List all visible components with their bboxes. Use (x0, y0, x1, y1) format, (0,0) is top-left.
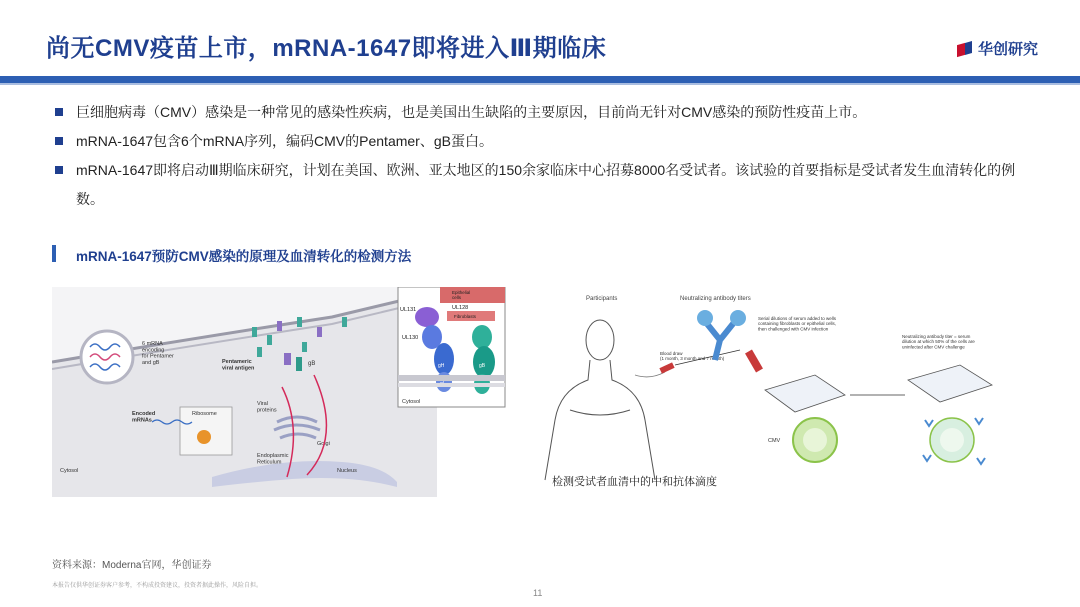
protected-cell-icon (923, 418, 985, 464)
header-rule (0, 76, 1080, 83)
logo-icon (957, 41, 973, 57)
logo-text: 华创研究 (977, 41, 1038, 58)
participants-label: Participants (586, 296, 618, 302)
gh-label: gH (438, 363, 445, 369)
section-marker (52, 245, 56, 262)
ribosome (197, 430, 211, 444)
bullet-item (52, 98, 1042, 127)
viral-proteins-label: Viral proteins (257, 401, 277, 414)
gb-label: gB (308, 361, 316, 367)
bullet-text: 巨细胞病毒（CMV）感染是一种常见的感染性疾病，也是美国出生缺陷的主要原因，目前尚无针对CMV感染的预防性疫苗上市。 (76, 104, 867, 120)
mechanism-figure (52, 287, 507, 497)
ul131-label: UL131 (400, 307, 417, 313)
bullet-square-icon (55, 108, 63, 116)
bullet-square-icon (55, 166, 63, 174)
pentameric-label: Pentameric viral antigen (222, 359, 255, 372)
well-plate-2 (908, 365, 992, 402)
page-number: 11 (533, 588, 543, 598)
golgi-label: Golgi (317, 441, 330, 447)
cmv-label: CMV (768, 438, 781, 444)
bullet-list (52, 98, 1042, 214)
epithelial-bar (440, 287, 505, 303)
well-plate-1 (765, 375, 845, 412)
source-note: 资料来源：Moderna官网，华创证券 (52, 560, 212, 571)
inset-gb-label: gB (479, 363, 486, 369)
section-title: mRNA-1647预防CMV感染的原理及血清转化的检测方法 (76, 249, 412, 264)
bullet-text: mRNA-1647即将启动Ⅲ期临床研究，计划在美国、欧洲、亚太地区的150余家临床中心招募8000名受试者。该试验的首要指标是受试者发生血清转化的例数。 (76, 162, 1016, 207)
ul130-label: UL130 (402, 335, 419, 341)
logo (957, 38, 1038, 59)
pipette-icon (745, 349, 763, 372)
titer-label: Neutralizing antibody titers (680, 296, 751, 302)
ul128-label: UL128 (452, 305, 469, 311)
blood-tube-icon (659, 362, 674, 373)
header-rule-thin (0, 83, 1080, 85)
inset-cytosol-label: Cytosol (402, 399, 421, 405)
bullet-square-icon (55, 137, 63, 145)
blood-draw-label: Blood draw (1 month, 3 month and 7 month) (660, 351, 725, 362)
page-title: 尚无CMV疫苗上市，mRNA-1647即将进入Ⅲ期临床 (46, 35, 607, 62)
encoded-mrna-label: Encoded mRNAs (132, 411, 156, 424)
lipid-nanoparticle (81, 331, 133, 383)
nucleus-label: Nucleus (337, 468, 357, 474)
epithelial-label: Epithelial cells (452, 290, 471, 301)
infected-cell-icon (793, 418, 837, 462)
ribosome-label: Ribosome (192, 411, 217, 417)
fibroblasts-label: Fibroblasts (454, 314, 477, 319)
cytosol-label: Cytosol (60, 468, 79, 474)
participant-figure (545, 320, 655, 480)
titer-definition-label: Neutralizing antibody titer = serum dilution at which 50% of the cells are uninfected after CMV challenge (902, 334, 975, 350)
antibody-icon (697, 310, 746, 360)
disclaimer: 本报告仅供华创证券客户参考，不构成投资建议，投资者据此操作，风险自担。 (52, 583, 263, 589)
er-label: Endoplasmic Reticulum (257, 453, 289, 466)
bullet-item (52, 127, 1042, 156)
bullet-item (52, 156, 1042, 214)
figure-caption: 检测受试者血清中的中和抗体滴度 (552, 476, 717, 488)
mrna-label: 6 mRNA encoding for Pentamer and gB (142, 341, 174, 366)
bullet-text: mRNA-1647包含6个mRNA序列，编码CMV的Pentamer、gB蛋白。 (76, 133, 493, 149)
serial-label: Serial dilutions of serum added to wells containing fibroblasts or epithelial cells, then challenged with CMV infection (758, 316, 837, 332)
titer-test-figure (540, 290, 1040, 490)
